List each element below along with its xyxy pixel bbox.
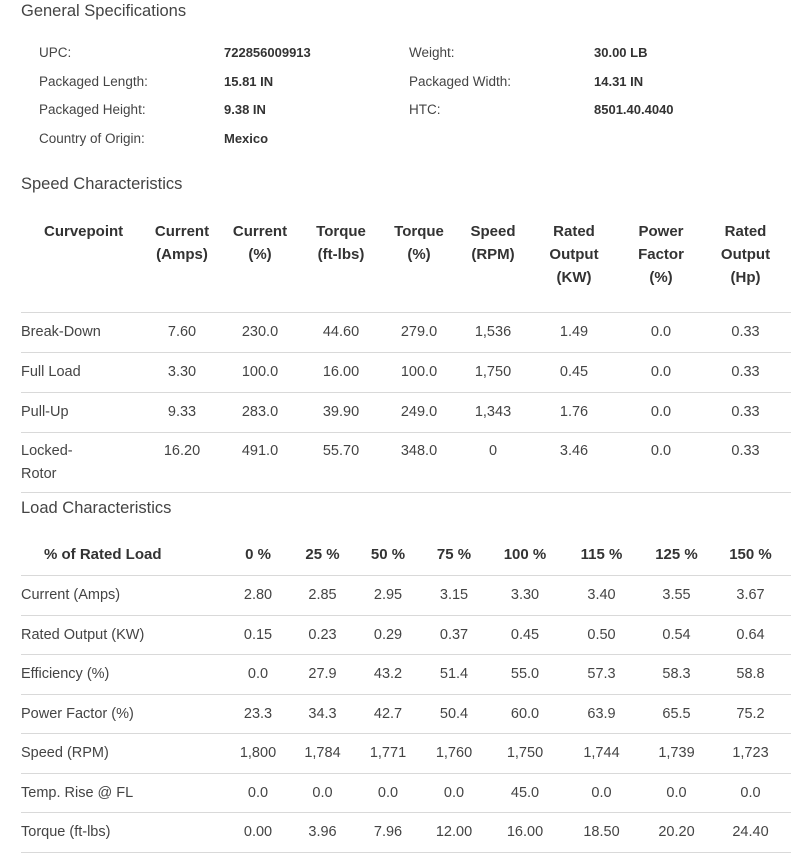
- table-cell: 27.9: [287, 655, 358, 695]
- table-cell: 1.76: [526, 393, 622, 433]
- table-cell: 2.80: [229, 576, 287, 616]
- table-cell: 60.0: [490, 694, 560, 734]
- speed-header-cell: Rated Output (Hp): [720, 223, 771, 286]
- packaged-length-label: Packaged Length:: [39, 74, 148, 89]
- load-header-cell: 100 %: [503, 546, 547, 563]
- table-row: [21, 393, 791, 433]
- table-cell: 50.4: [418, 694, 490, 734]
- table-cell: 0.23: [287, 615, 358, 655]
- speed-characteristics-title: Speed Characteristics: [21, 175, 183, 193]
- table-cell: 0.0: [622, 353, 700, 393]
- table-cell: 65.5: [643, 694, 710, 734]
- table-row: [21, 576, 791, 616]
- table-cell: Temp. Rise @ FL: [21, 773, 229, 813]
- table-cell: 16.20: [148, 433, 216, 493]
- table-row: [21, 615, 791, 655]
- table-cell: 24.40: [710, 813, 791, 853]
- table-cell: 0.00: [229, 813, 287, 853]
- table-cell: 0.0: [418, 773, 490, 813]
- table-cell: 1,800: [229, 734, 287, 774]
- table-cell: 23.3: [229, 694, 287, 734]
- table-cell: 34.3: [287, 694, 358, 734]
- table-cell: 0.33: [700, 433, 791, 493]
- table-cell: 491.0: [216, 433, 304, 493]
- speed-header-cell: Speed (RPM): [470, 223, 516, 263]
- load-header-cell: 75 %: [436, 546, 472, 563]
- table-cell: 0: [460, 433, 526, 493]
- table-cell: 1,536: [460, 313, 526, 353]
- speed-header-row: [21, 213, 791, 313]
- table-cell: 3.40: [560, 576, 643, 616]
- load-header-cell: 150 %: [729, 546, 772, 563]
- htc-value: 8501.40.4040: [594, 102, 674, 117]
- table-cell: 1,750: [460, 353, 526, 393]
- speed-header-cell: Torque (%): [394, 223, 444, 263]
- load-header-cell: 125 %: [655, 546, 698, 563]
- table-cell: 3.67: [710, 576, 791, 616]
- table-cell: Torque (ft-lbs): [21, 813, 229, 853]
- table-cell: 3.30: [490, 576, 560, 616]
- table-cell: 1,771: [358, 734, 418, 774]
- table-cell: 249.0: [378, 393, 460, 433]
- table-cell: 12.00: [418, 813, 490, 853]
- table-cell: 45.0: [490, 773, 560, 813]
- country-of-origin-label: Country of Origin:: [39, 131, 145, 146]
- table-cell: 0.15: [229, 615, 287, 655]
- table-cell: 0.54: [643, 615, 710, 655]
- table-cell: 100.0: [378, 353, 460, 393]
- table-cell: Full Load: [21, 353, 148, 393]
- table-cell: 44.60: [304, 313, 378, 353]
- table-cell: 0.0: [643, 773, 710, 813]
- upc-value: 722856009913: [224, 45, 311, 60]
- table-cell: 39.90: [304, 393, 378, 433]
- table-cell: 57.3: [560, 655, 643, 695]
- table-cell: 0.0: [560, 773, 643, 813]
- table-cell: Rated Output (KW): [21, 615, 229, 655]
- general-specifications-title: General Specifications: [21, 2, 187, 20]
- table-row: [21, 655, 791, 695]
- table-cell: 55.70: [304, 433, 378, 493]
- table-cell: 0.45: [526, 353, 622, 393]
- table-cell: 100.0: [216, 353, 304, 393]
- table-cell: 20.20: [643, 813, 710, 853]
- packaged-length-value: 15.81 IN: [224, 74, 274, 89]
- speed-header-cell: Rated Output (KW): [549, 223, 599, 286]
- table-row: [21, 734, 791, 774]
- table-cell: 2.85: [287, 576, 358, 616]
- table-cell: 7.96: [358, 813, 418, 853]
- table-cell: 0.0: [622, 393, 700, 433]
- load-header-cell: 0 %: [245, 546, 271, 563]
- table-row: [21, 433, 791, 493]
- table-cell: 1,744: [560, 734, 643, 774]
- table-cell: 1,343: [460, 393, 526, 433]
- packaged-width-label: Packaged Width:: [409, 74, 512, 89]
- table-cell: 7.60: [148, 313, 216, 353]
- table-cell: 58.3: [643, 655, 710, 695]
- table-cell: 3.96: [287, 813, 358, 853]
- packaged-height-label: Packaged Height:: [39, 102, 146, 117]
- load-header-cell: 50 %: [370, 546, 406, 563]
- load-header-cell: 25 %: [305, 546, 340, 563]
- speed-characteristics-table: [21, 213, 791, 493]
- speed-header-cell: Power Factor (%): [638, 223, 684, 286]
- table-cell: 0.64: [710, 615, 791, 655]
- table-cell: 0.0: [229, 773, 287, 813]
- table-row: [21, 353, 791, 393]
- table-cell: 3.15: [418, 576, 490, 616]
- table-cell: 0.33: [700, 393, 791, 433]
- table-cell: Speed (RPM): [21, 734, 229, 774]
- table-cell: 1,739: [643, 734, 710, 774]
- table-cell: 0.33: [700, 353, 791, 393]
- table-cell: 9.33: [148, 393, 216, 433]
- load-characteristics-title: Load Characteristics: [21, 499, 172, 517]
- table-row: [21, 773, 791, 813]
- table-cell: 18.50: [560, 813, 643, 853]
- table-cell: 43.2: [358, 655, 418, 695]
- weight-label: Weight:: [409, 45, 455, 60]
- table-cell: 3.55: [643, 576, 710, 616]
- table-cell: 51.4: [418, 655, 490, 695]
- table-cell: 0.0: [229, 655, 287, 695]
- speed-header-cell: Curvepoint: [44, 223, 124, 240]
- table-cell: 1,750: [490, 734, 560, 774]
- table-row: [21, 694, 791, 734]
- table-cell: Power Factor (%): [21, 694, 229, 734]
- table-cell: Pull-Up: [21, 393, 148, 433]
- table-cell: 58.8: [710, 655, 791, 695]
- table-cell: 0.45: [490, 615, 560, 655]
- table-cell: 0.0: [287, 773, 358, 813]
- table-cell: 42.7: [358, 694, 418, 734]
- table-cell: 283.0: [216, 393, 304, 433]
- table-cell: 0.0: [622, 433, 700, 493]
- table-cell: 1,784: [287, 734, 358, 774]
- table-cell: 55.0: [490, 655, 560, 695]
- table-cell: 230.0: [216, 313, 304, 353]
- speed-header-cell: Torque (ft-lbs): [316, 223, 366, 263]
- packaged-height-value: 9.38 IN: [224, 102, 266, 117]
- table-cell: 0.0: [622, 313, 700, 353]
- table-cell: 0.33: [700, 313, 791, 353]
- load-header-cell: % of Rated Load: [44, 546, 162, 563]
- table-cell: 279.0: [378, 313, 460, 353]
- table-cell: Break-Down: [21, 313, 148, 353]
- table-cell: 16.00: [304, 353, 378, 393]
- load-header-cell: 115 %: [580, 546, 623, 563]
- load-characteristics-table: [21, 534, 791, 853]
- table-cell: 2.95: [358, 576, 418, 616]
- table-cell: 0.29: [358, 615, 418, 655]
- table-cell: 3.46: [526, 433, 622, 493]
- table-row: [21, 313, 791, 353]
- table-cell: 0.0: [358, 773, 418, 813]
- table-cell: 0.50: [560, 615, 643, 655]
- weight-value: 30.00 LB: [594, 45, 648, 60]
- table-cell: 63.9: [560, 694, 643, 734]
- load-header-row: [21, 534, 791, 576]
- table-cell: 1,723: [710, 734, 791, 774]
- country-of-origin-value: Mexico: [224, 131, 269, 146]
- table-cell: 16.00: [490, 813, 560, 853]
- upc-label: UPC:: [39, 45, 72, 60]
- table-cell: Current (Amps): [21, 576, 229, 616]
- table-cell: 1.49: [526, 313, 622, 353]
- table-row: [21, 813, 791, 853]
- table-cell: Locked-Rotor: [21, 433, 148, 493]
- packaged-width-value: 14.31 IN: [594, 74, 644, 89]
- table-cell: Efficiency (%): [21, 655, 229, 695]
- speed-header-cell: Current (%): [232, 223, 288, 263]
- speed-header-cell: Current (Amps): [154, 223, 210, 263]
- table-cell: 75.2: [710, 694, 791, 734]
- table-cell: 0.37: [418, 615, 490, 655]
- table-cell: 3.30: [148, 353, 216, 393]
- table-cell: 348.0: [378, 433, 460, 493]
- table-cell: 0.0: [710, 773, 791, 813]
- table-cell: 1,760: [418, 734, 490, 774]
- htc-label: HTC:: [409, 102, 441, 117]
